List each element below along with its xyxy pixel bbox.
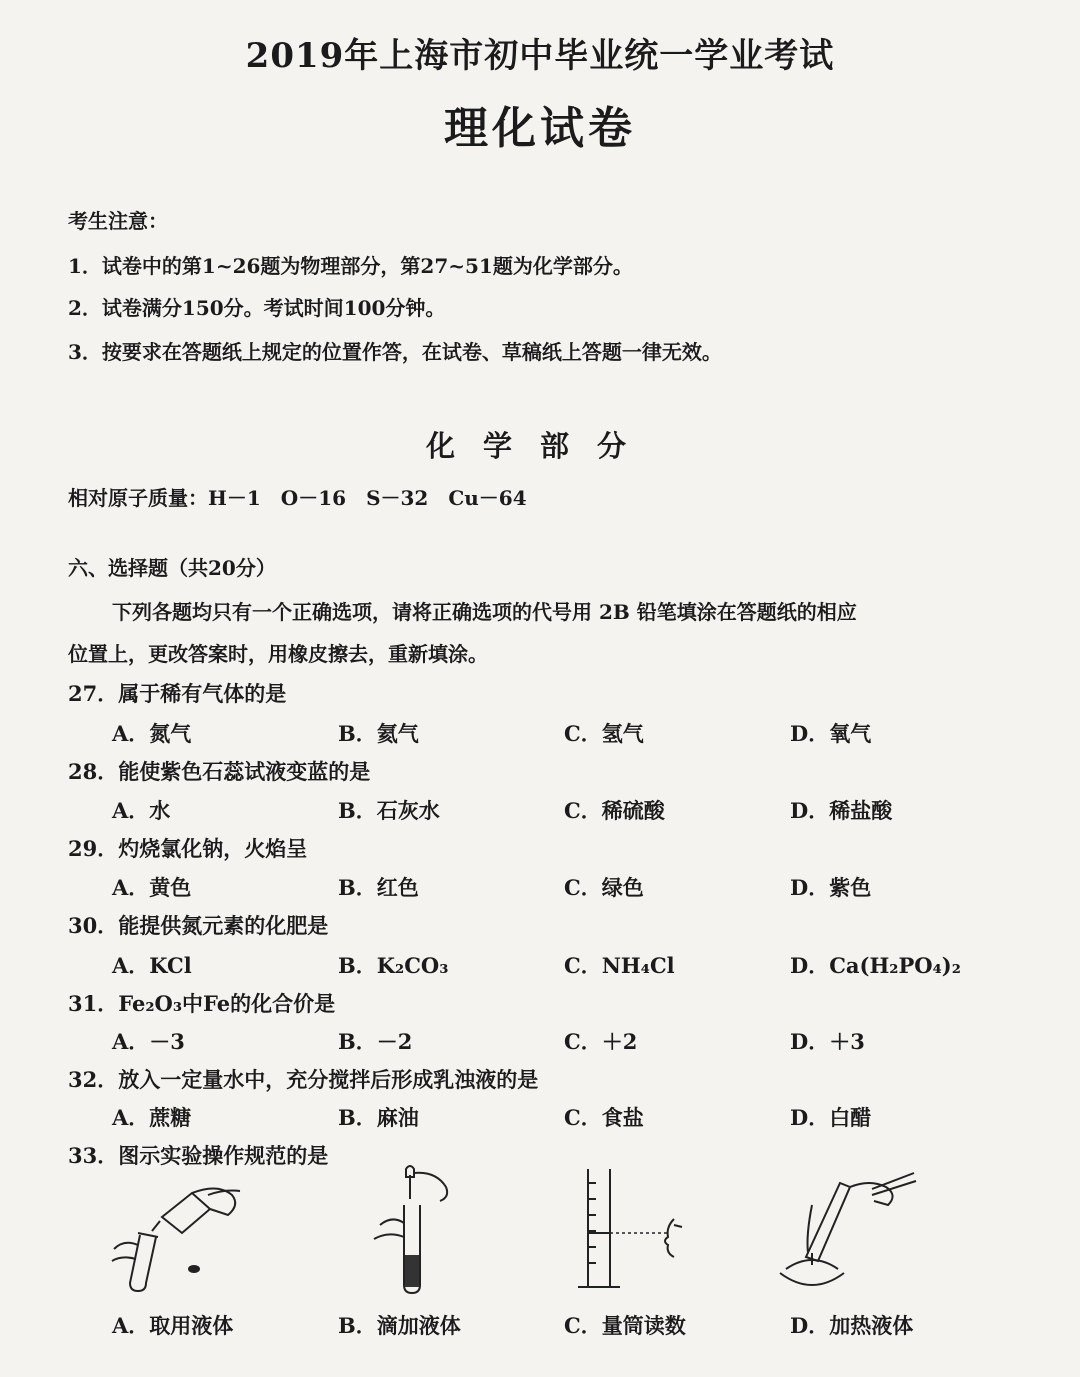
option-b: B．氦气 xyxy=(338,721,419,746)
option-d: D．＋3 xyxy=(790,1029,865,1054)
figure-dropping-liquid xyxy=(350,1165,510,1295)
option-d: D．稀盐酸 xyxy=(790,798,893,823)
notice-item: 3．按要求在答题纸上规定的位置作答，在试卷、草稿纸上答题一律无效。 xyxy=(68,340,722,364)
figure-heating-liquid xyxy=(776,1165,936,1295)
figure-pouring-liquid xyxy=(100,1165,260,1295)
figure-cylinder-reading xyxy=(570,1165,730,1295)
option-c: C．量筒读数 xyxy=(564,1313,686,1338)
notice-item: 1．试卷中的第1~26题为物理部分，第27~51题为化学部分。 xyxy=(68,254,633,278)
part-instruction: 位置上，更改答案时，用橡皮擦去，重新填涂。 xyxy=(68,642,488,666)
option-b: B．滴加液体 xyxy=(338,1313,461,1338)
option-d: D．白醋 xyxy=(790,1105,872,1130)
question-stem: 28．能使紫色石蕊试液变蓝的是 xyxy=(68,759,371,784)
option-b: B．－2 xyxy=(338,1029,413,1054)
option-c: C．氢气 xyxy=(564,721,644,746)
notice-heading: 考生注意： xyxy=(68,209,168,233)
option-d: D．氧气 xyxy=(790,721,872,746)
option-c: C．稀硫酸 xyxy=(564,798,665,823)
exam-subtitle: 理化试卷 xyxy=(444,103,636,154)
section-title: 化学部分 xyxy=(425,429,654,463)
option-d: D．Ca(H₂PO₄)₂ xyxy=(790,953,961,978)
option-a: A．KCl xyxy=(112,953,192,978)
option-c: C．NH₄Cl xyxy=(564,953,675,978)
option-c: C．＋2 xyxy=(564,1029,638,1054)
option-a: A．氮气 xyxy=(112,721,192,746)
part-instruction: 下列各题均只有一个正确选项，请将正确选项的代号用 2B 铅笔填涂在答题纸的相应 xyxy=(112,600,857,624)
question-stem: 30．能提供氮元素的化肥是 xyxy=(68,913,329,938)
question-stem: 27．属于稀有气体的是 xyxy=(68,681,287,706)
question-stem: 29．灼烧氯化钠，火焰呈 xyxy=(68,836,308,861)
option-b: B．石灰水 xyxy=(338,798,440,823)
option-d: D．紫色 xyxy=(790,875,872,900)
option-a: A．黄色 xyxy=(112,875,192,900)
option-a: A．取用液体 xyxy=(112,1313,234,1338)
option-a: A．－3 xyxy=(112,1029,185,1054)
option-c: C．绿色 xyxy=(564,875,644,900)
option-a: A．水 xyxy=(112,798,171,823)
option-a: A．蔗糖 xyxy=(112,1105,192,1130)
part-heading: 六、选择题（共20分） xyxy=(68,556,276,580)
question-stem: 33．图示实验操作规范的是 xyxy=(68,1143,329,1168)
option-d: D．加热液体 xyxy=(790,1313,914,1338)
question-stem: 32．放入一定量水中，充分搅拌后形成乳浊液的是 xyxy=(68,1067,539,1092)
notice-item: 2．试卷满分150分。考试时间100分钟。 xyxy=(68,296,446,320)
exam-title: 2019年上海市初中毕业统一学业考试 xyxy=(245,36,835,76)
option-b: B．麻油 xyxy=(338,1105,419,1130)
option-b: B．红色 xyxy=(338,875,419,900)
option-b: B．K₂CO₃ xyxy=(338,953,449,978)
atomic-mass-line: 相对原子质量：H－1 O－16 S－32 Cu－64 xyxy=(68,486,527,510)
option-c: C．食盐 xyxy=(564,1105,644,1130)
question-stem: 31．Fe₂O₃中Fe的化合价是 xyxy=(68,991,336,1016)
